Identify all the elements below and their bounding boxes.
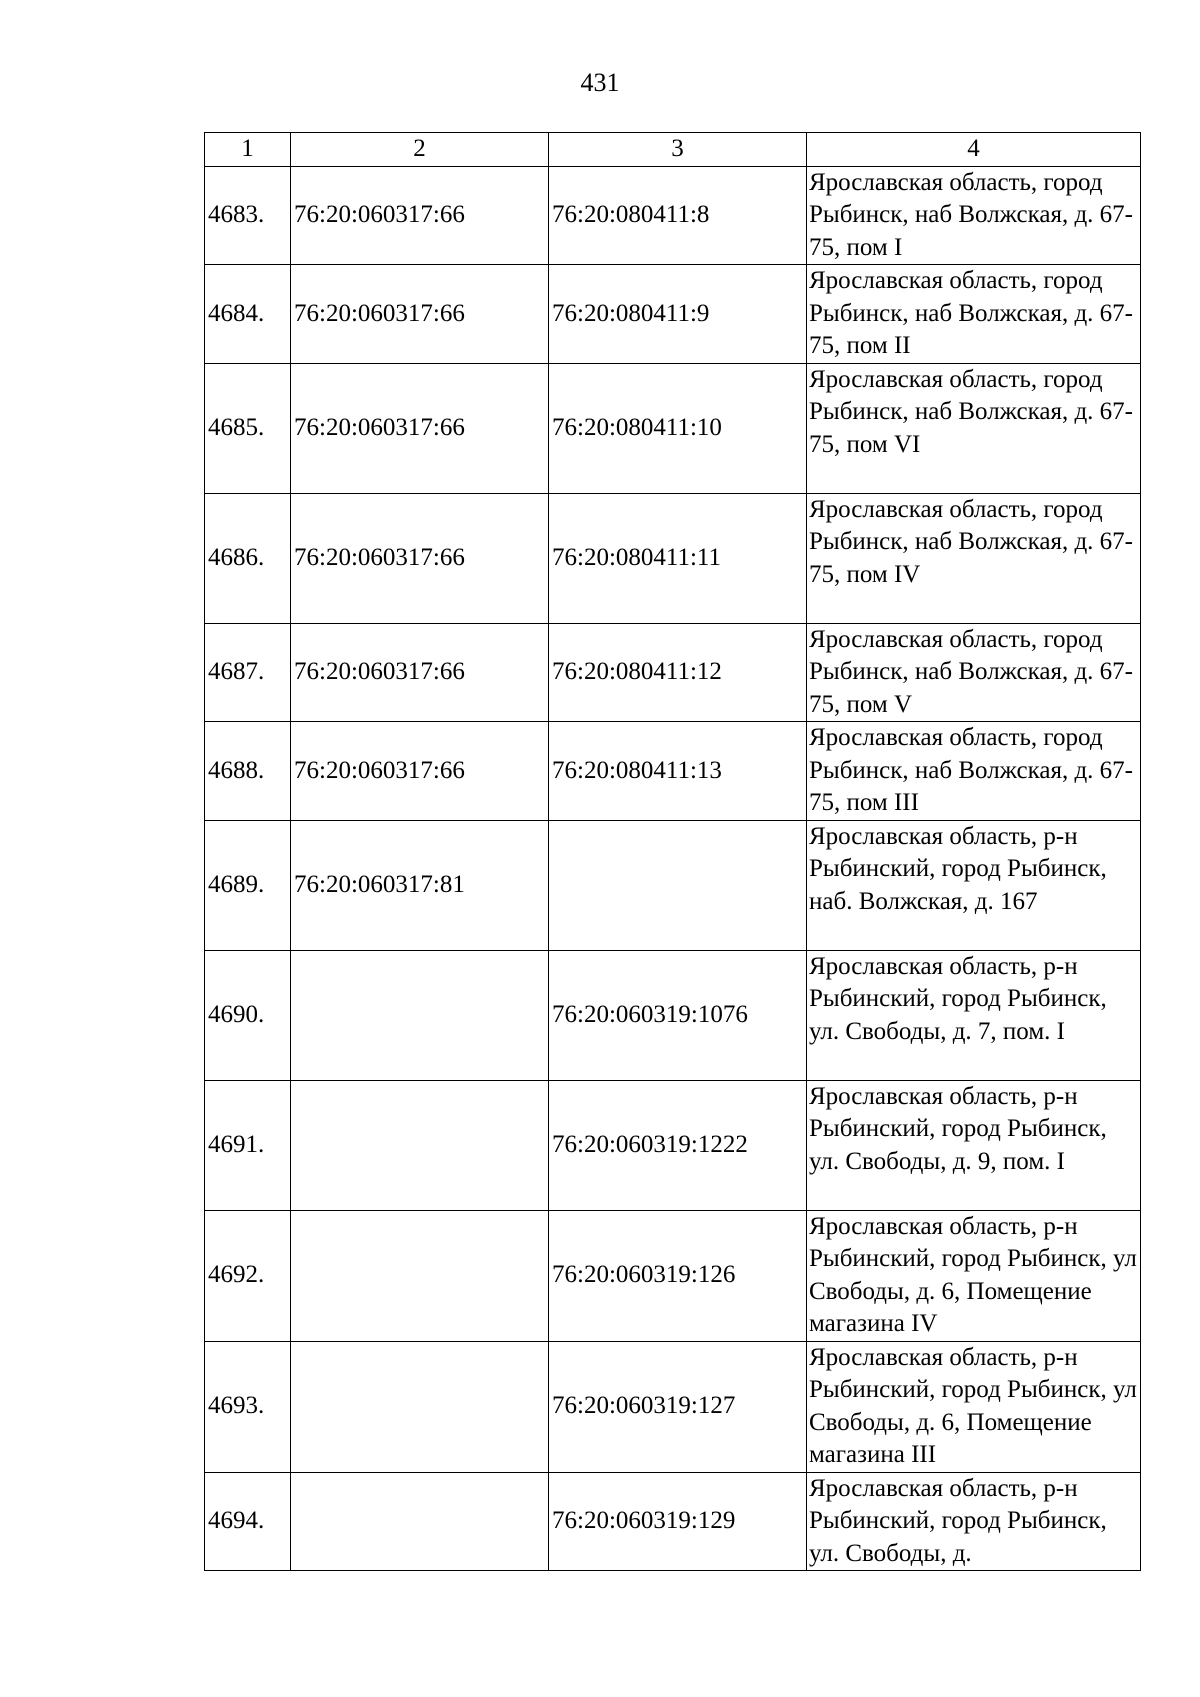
parcel-cadastral-number: 76:20:060317:66 — [291, 166, 549, 265]
parcel-cadastral-number: 76:20:060317:66 — [291, 363, 549, 493]
object-cadastral-number: 76:20:080411:10 — [549, 363, 807, 493]
registry-table — [204, 132, 1141, 1571]
table-row — [205, 1080, 1141, 1210]
parcel-cadastral-number: 76:20:060317:66 — [291, 493, 549, 623]
parcel-cadastral-number — [291, 1210, 549, 1341]
table-row — [205, 493, 1141, 623]
parcel-cadastral-number: 76:20:060317:66 — [291, 722, 549, 821]
row-number: 4684. — [205, 265, 291, 364]
object-cadastral-number: 76:20:080411:12 — [549, 623, 807, 722]
column-header-4: 4 — [807, 133, 1141, 167]
table-row — [205, 820, 1141, 950]
row-number: 4692. — [205, 1210, 291, 1341]
parcel-cadastral-number — [291, 950, 549, 1080]
table-row — [205, 1472, 1141, 1571]
page-number: 431 — [580, 68, 620, 97]
row-number: 4690. — [205, 950, 291, 1080]
row-number: 4683. — [205, 166, 291, 265]
address-cell: Ярославская область, город Рыбинск, наб Волжская, д. 67-75, пом II — [807, 265, 1141, 364]
address-cell: Ярославская область, р-н Рыбинский, город Рыбинск, ул. Свободы, д. 9, пом. I — [807, 1080, 1141, 1210]
object-cadastral-number: 76:20:080411:9 — [549, 265, 807, 364]
object-cadastral-number: 76:20:080411:11 — [549, 493, 807, 623]
table-row — [205, 950, 1141, 1080]
row-number: 4691. — [205, 1080, 291, 1210]
address-cell: Ярославская область, р-н Рыбинский, город Рыбинск, ул Свободы, д. 6, Помещение магазина IV — [807, 1210, 1141, 1341]
parcel-cadastral-number — [291, 1472, 549, 1571]
column-header-1: 1 — [205, 133, 291, 167]
object-cadastral-number: 76:20:080411:13 — [549, 722, 807, 821]
row-number: 4687. — [205, 623, 291, 722]
row-number: 4688. — [205, 722, 291, 821]
row-number: 4686. — [205, 493, 291, 623]
object-cadastral-number: 76:20:060319:127 — [549, 1341, 807, 1472]
object-cadastral-number: 76:20:060319:129 — [549, 1472, 807, 1571]
column-header-2: 2 — [291, 133, 549, 167]
row-number: 4694. — [205, 1472, 291, 1571]
table-row — [205, 166, 1141, 265]
column-header-3: 3 — [549, 133, 807, 167]
address-cell: Ярославская область, город Рыбинск, наб Волжская, д. 67-75, пом VI — [807, 363, 1141, 493]
address-cell: Ярославская область, город Рыбинск, наб Волжская, д. 67-75, пом I — [807, 166, 1141, 265]
parcel-cadastral-number: 76:20:060317:66 — [291, 623, 549, 722]
table-row — [205, 623, 1141, 722]
address-cell: Ярославская область, р-н Рыбинский, город Рыбинск, ул. Свободы, д. 7, пом. I — [807, 950, 1141, 1080]
object-cadastral-number: 76:20:060319:126 — [549, 1210, 807, 1341]
parcel-cadastral-number — [291, 1080, 549, 1210]
object-cadastral-number: 76:20:060319:1076 — [549, 950, 807, 1080]
address-cell: Ярославская область, р-н Рыбинский, город Рыбинск, ул. Свободы, д. — [807, 1472, 1141, 1571]
object-cadastral-number — [549, 820, 807, 950]
address-cell: Ярославская область, город Рыбинск, наб Волжская, д. 67-75, пом IV — [807, 493, 1141, 623]
address-cell: Ярославская область, р-н Рыбинский, город Рыбинск, наб. Волжская, д. 167 — [807, 820, 1141, 950]
parcel-cadastral-number: 76:20:060317:81 — [291, 820, 549, 950]
address-cell: Ярославская область, р-н Рыбинский, город Рыбинск, ул Свободы, д. 6, Помещение магазина III — [807, 1341, 1141, 1472]
row-number: 4685. — [205, 363, 291, 493]
table-header-row — [205, 133, 1141, 167]
object-cadastral-number: 76:20:060319:1222 — [549, 1080, 807, 1210]
table-row — [205, 363, 1141, 493]
parcel-cadastral-number — [291, 1341, 549, 1472]
parcel-cadastral-number: 76:20:060317:66 — [291, 265, 549, 364]
address-cell: Ярославская область, город Рыбинск, наб Волжская, д. 67-75, пом V — [807, 623, 1141, 722]
address-cell: Ярославская область, город Рыбинск, наб Волжская, д. 67-75, пом III — [807, 722, 1141, 821]
row-number: 4689. — [205, 820, 291, 950]
object-cadastral-number: 76:20:080411:8 — [549, 166, 807, 265]
row-number: 4693. — [205, 1341, 291, 1472]
table-row — [205, 265, 1141, 364]
table-row — [205, 1341, 1141, 1472]
table-row — [205, 722, 1141, 821]
table-row — [205, 1210, 1141, 1341]
